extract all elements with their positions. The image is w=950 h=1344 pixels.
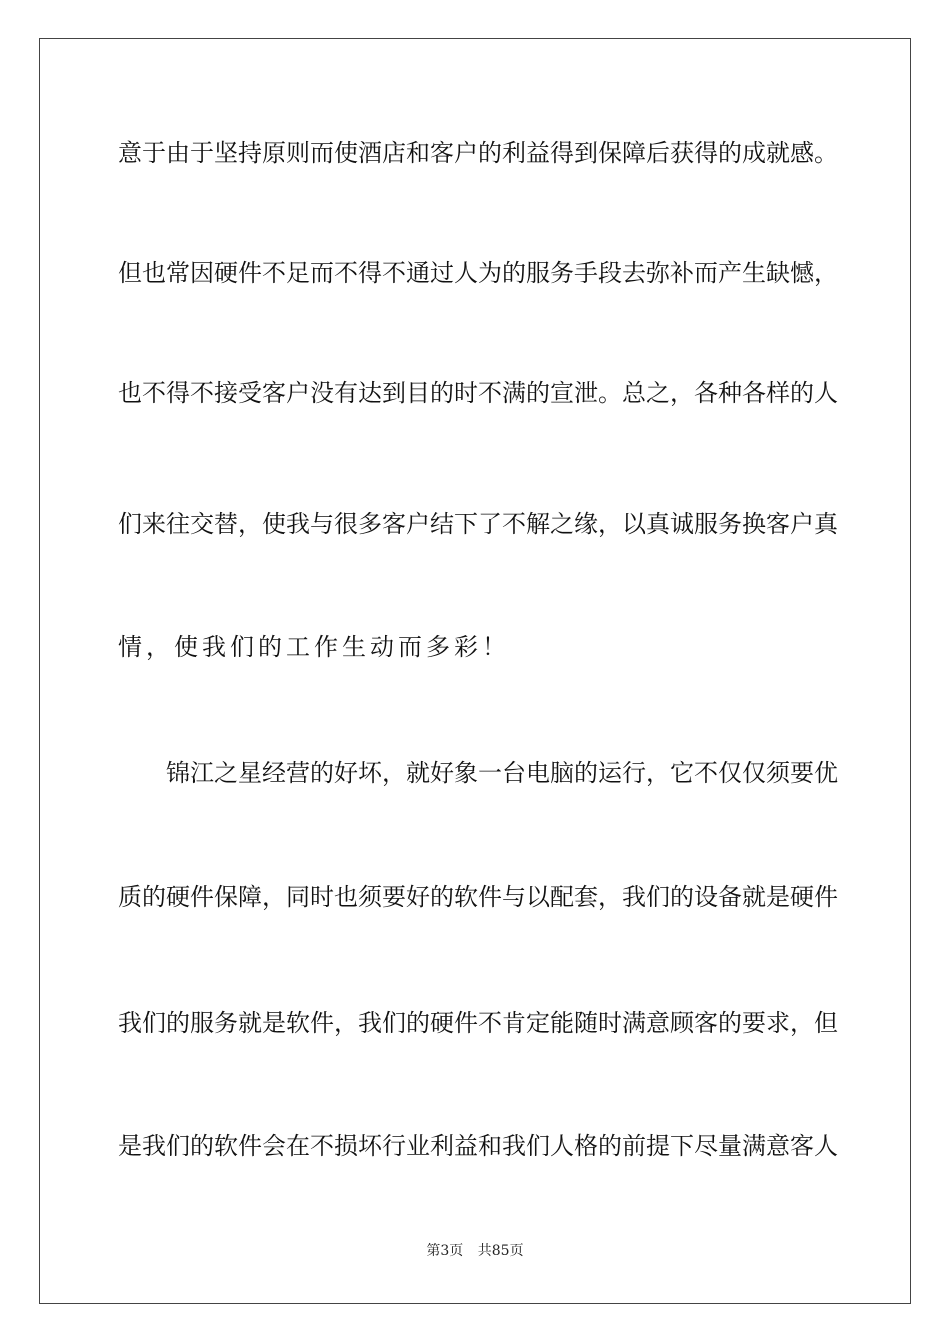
text-line-6: 锦江之星经营的好坏，就好象一台电脑的运行，它不仅仅须要优 <box>166 759 838 787</box>
page-number-current: 第3页 <box>426 1243 464 1259</box>
text-line-9: 是我们的软件会在不损坏行业利益和我们人格的前提下尽量满意客人 <box>118 1132 838 1160</box>
text-line-3: 也不得不接受客户没有达到目的时不满的宣泄。总之，各种各样的人 <box>118 379 838 407</box>
text-line-8: 我们的服务就是软件，我们的硬件不肯定能随时满意顾客的要求，但 <box>118 1009 838 1037</box>
text-line-2: 但也常因硬件不足而不得不通过人为的服务手段去弥补而产生缺憾， <box>118 259 838 287</box>
text-line-4: 们来往交替，使我与很多客户结下了不解之缘，以真诚服务换客户真 <box>118 510 838 538</box>
page-footer <box>0 1242 950 1260</box>
text-line-5: 情，使我们的工作生动而多彩！ <box>118 633 510 661</box>
text-line-1: 意于由于坚持原则而使酒店和客户的利益得到保障后获得的成就感。 <box>118 139 838 167</box>
page-border <box>39 38 911 1304</box>
text-line-7: 质的硬件保障，同时也须要好的软件与以配套，我们的设备就是硬件 <box>118 883 838 911</box>
page-number-total: 共85页 <box>477 1243 524 1259</box>
